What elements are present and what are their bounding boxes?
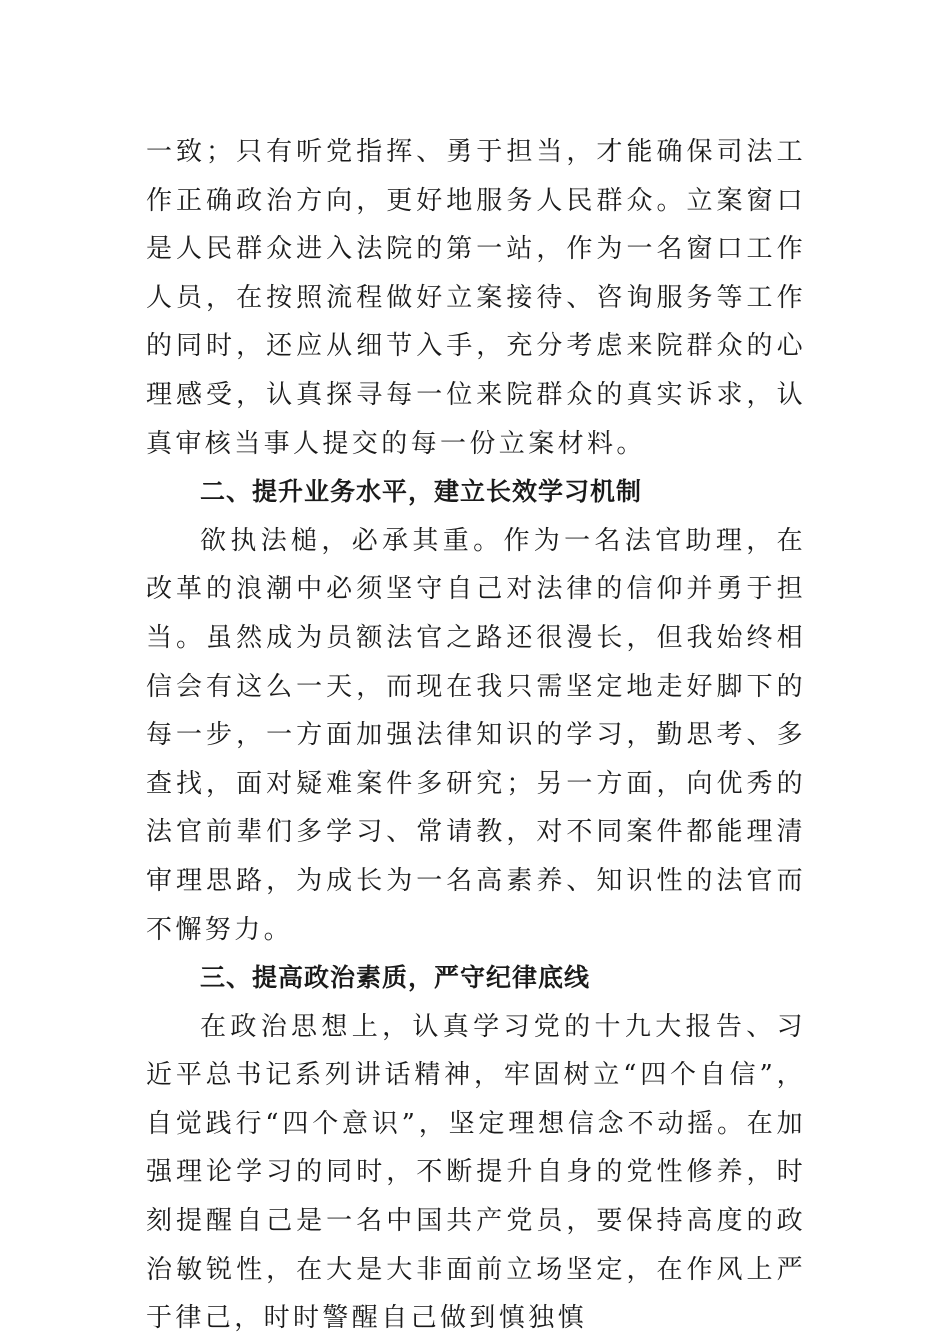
document-page bbox=[146, 128, 806, 1343]
section-3-body: 在政治思想上，认真学习党的十九大报告、习近平总书记系列讲话精神，牢固树立“四个自信”，自觉践行“四个意识”，坚定理想信念不动摇。在加强理论学习的同时，不断提升自身的党性修养，时刻提醒自己是一名中国共产党员，要保持高度的政治敏锐性，在大是大非面前立场坚定，在作风上严于律己，时时警醒自己做到慎独慎 bbox=[146, 1011, 806, 1334]
section-2-body: 欲执法槌，必承其重。作为一名法官助理，在改革的浪潮中必须坚守自己对法律的信仰并勇于担当。虽然成为员额法官之路还很漫长，但我始终相信会有这么一天，而现在我只需坚定地走好脚下的每一步，一方面加强法律知识的学习，勤思考、多查找，面对疑难案件多研究；另一方面，向优秀的法官前辈们多学习、常请教，对不同案件都能理清审理思路，为成长为一名高素养、知识性的法官而不懈努力。 bbox=[146, 525, 806, 945]
section-2-heading: 二、提升业务水平，建立长效学习机制 bbox=[200, 477, 643, 507]
section-3-heading: 三、提高政治素质，严守纪律底线 bbox=[200, 963, 591, 993]
continued-paragraph: 一致；只有听党指挥、勇于担当，才能确保司法工作正确政治方向，更好地服务人民群众。立案窗口是人民群众进入法院的第一站，作为一名窗口工作人员，在按照流程做好立案接待、咨询服务等工作的同时，还应从细节入手，充分考虑来院群众的心理感受，认真探寻每一位来院群众的真实诉求，认真审核当事人提交的每一份立案材料。 bbox=[146, 137, 806, 459]
